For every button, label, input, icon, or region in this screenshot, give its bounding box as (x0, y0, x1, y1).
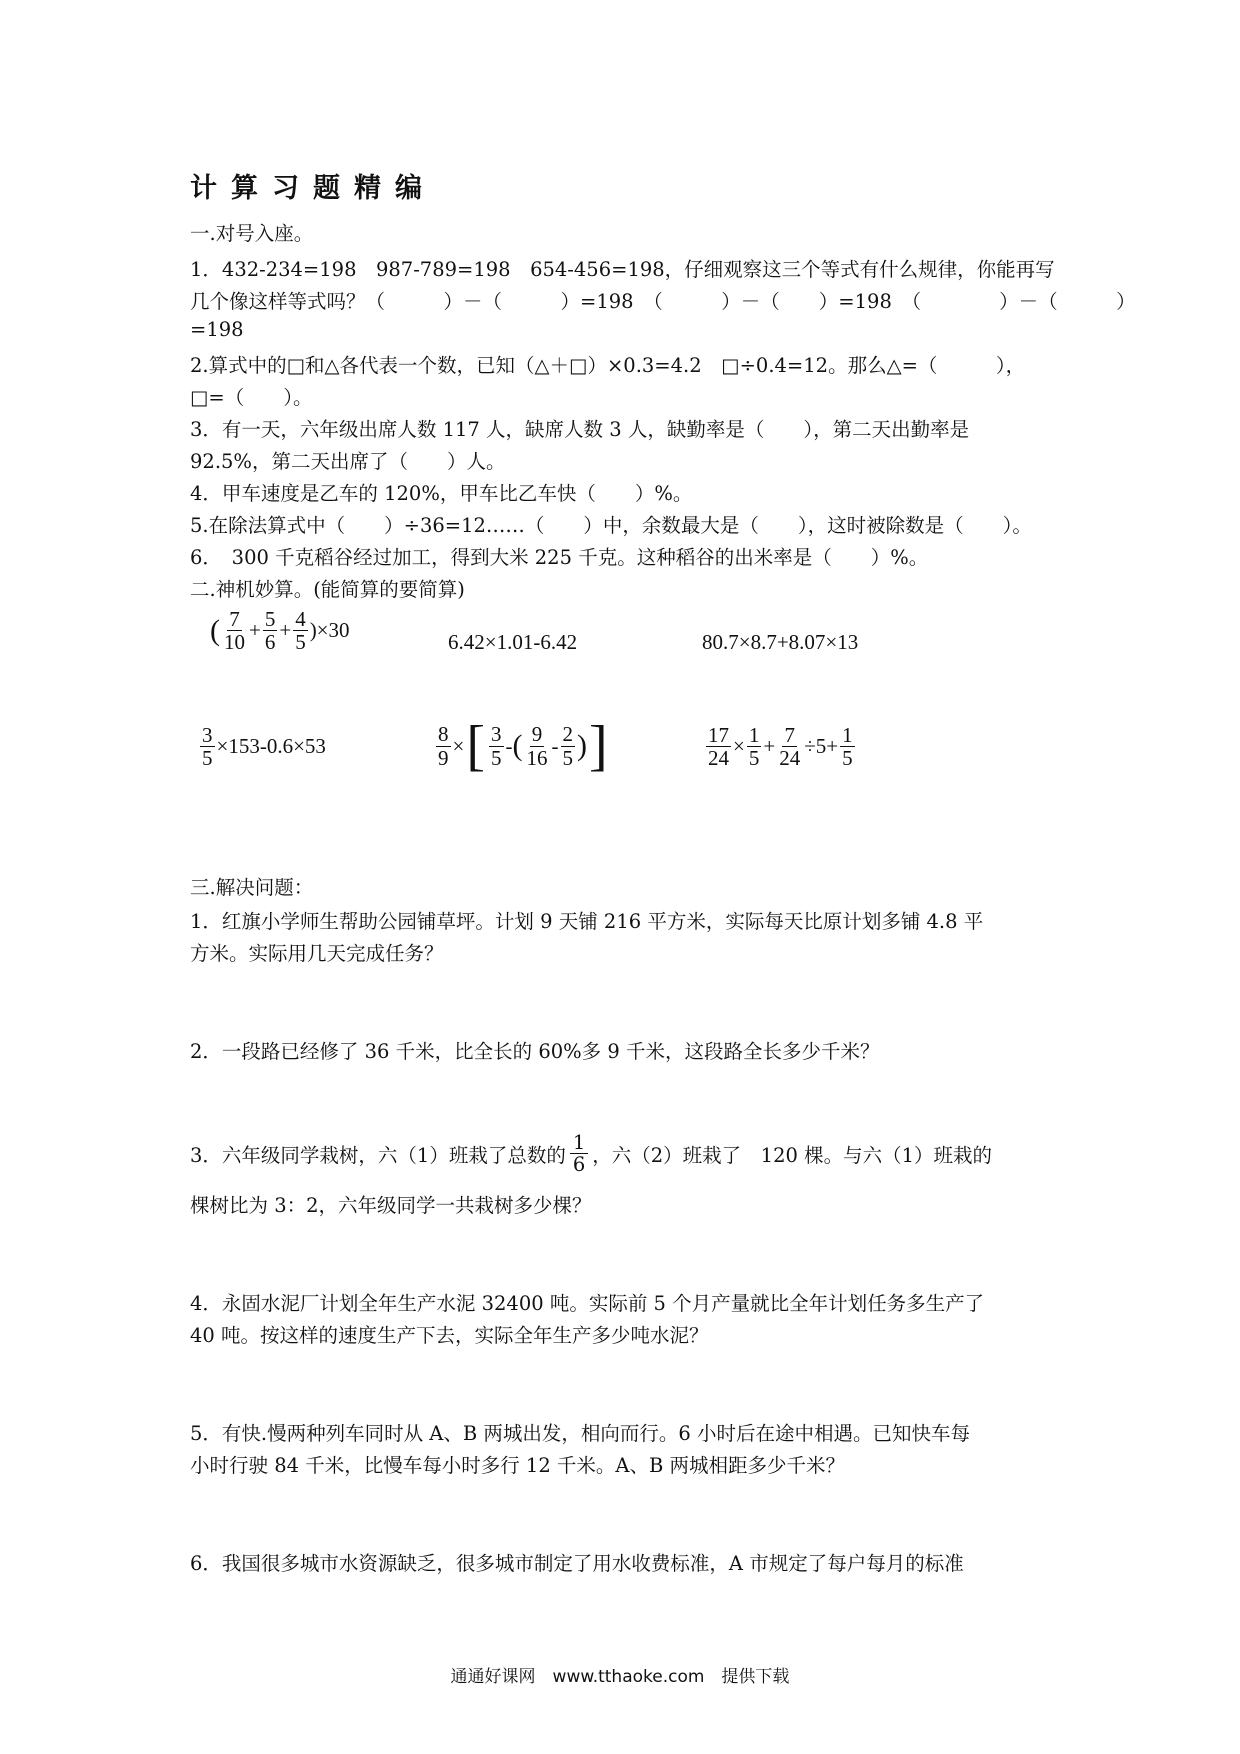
p4-line2: 40 吨。按这样的速度生产下去，实际全年生产多少吨水泥？ (190, 1324, 709, 1347)
expression-3: 80.7×8.7+8.07×13 (702, 630, 859, 654)
q1-line3: =198 (190, 318, 244, 341)
section2-heading: 二.神机妙算。(能简算的要简算) (190, 578, 465, 601)
p3-line2: 棵树比为 3：2，六年级同学一共栽树多少棵？ (190, 1194, 592, 1217)
p5-line1: 5．有快.慢两种列车同时从 A、B 两城出发，相向而行。6 小时后在途中相遇。已知快车每 (190, 1422, 971, 1445)
expr1-fraction-3: $\frac{4}{5}$ (295, 607, 306, 655)
p3-fraction: $\frac{1}{6}$ (570, 1132, 588, 1176)
p2: 2．一段路已经修了 36 千米，比全长的 60%多 9 千米，这段路全长多少千米？ (190, 1040, 880, 1063)
q2-line1: 2.算式中的□和△各代表一个数，已知（△＋□）×0.3=4.2 □÷0.4=12。那么△=（ ）， (190, 354, 1026, 377)
q5: 5.在除法算式中（ ）÷36=12……（ ）中，余数最大是（ ），这时被除数是（ ）。 (190, 514, 1032, 537)
expr6-mid: ÷5+ (804, 734, 839, 759)
expression-4 (198, 724, 326, 769)
section1-heading: 一.对号入座。 (190, 222, 314, 245)
expr5-fraction-d: $\frac{2}{5}$ (562, 722, 573, 770)
times-sign: × (733, 734, 745, 759)
p5-line2: 小时行驶 84 千米，比慢车每小时多行 12 千米。A、B 两城相距多少千米？ (190, 1454, 846, 1477)
q3-line1: 3．有一天，六年级出席人数 117 人，缺席人数 3 人，缺勤率是（ ），第二天出勤率是 (190, 418, 970, 441)
expression-2: 6.42×1.01-6.42 (448, 630, 578, 654)
q1-line2: 几个像这样等式吗？（ ）－（ ）=198 （ ）－（ ）=198 （ ）－（ ） (190, 290, 1136, 313)
p1-line1: 1．红旗小学师生帮助公园铺草坪。计划 9 天铺 216 平方米，实际每天比原计划多铺 4.8 平 (190, 910, 984, 933)
expr5-fraction-c: $\frac{9}{16}$ (526, 722, 548, 770)
expr4-tail: ×153-0.6×53 (216, 734, 326, 759)
expr6-fraction-a: $\frac{17}{24}$ (708, 723, 729, 771)
page-title: 计算习题精编 (190, 173, 436, 204)
close-paren: ) (577, 729, 587, 762)
plus-sign: + (279, 618, 292, 643)
expr5-fraction-b: $\frac{3}{5}$ (491, 722, 502, 770)
expression-6 (704, 724, 857, 769)
open-paren: ( (512, 729, 523, 762)
q6: 6． 300 千克稻谷经过加工，得到大米 225 千克。这种稻谷的出米率是（ ）%。 (190, 546, 929, 569)
p4-line1: 4．永固水泥厂计划全年生产水泥 32400 吨。实际前 5 个月产量就比全年计划任务多生产了 (190, 1292, 985, 1315)
q3-line2: 92.5%，第二天出席了（ ）人。 (190, 450, 506, 473)
expr1-tail: )×30 (309, 618, 350, 643)
plus-sign: + (249, 618, 261, 643)
expression-5 (434, 715, 610, 777)
p3-text-pre: 3．六年级同学栽树，六（1）班栽了总数的 (190, 1143, 566, 1167)
section3-heading: 三.解决问题： (190, 876, 314, 899)
p6-line1: 6．我国很多城市水资源缺乏，很多城市制定了用水收费标准，A 市规定了每户每月的标准 (190, 1552, 964, 1575)
minus-sign: - (551, 733, 559, 758)
expr6-fraction-c: $\frac{7}{24}$ (779, 723, 801, 771)
expr6-fraction-b: $\frac{1}{5}$ (748, 723, 760, 771)
left-bracket: [ (466, 715, 485, 777)
expr1-open-paren: ( (210, 613, 220, 647)
p3-text-post: ，六（2）班栽了 120 棵。与六（1）班栽的 (592, 1143, 992, 1167)
plus-sign: + (763, 734, 776, 759)
times-sign: × (452, 733, 465, 758)
minus-sign: - (505, 733, 513, 758)
expr6-fraction-d: $\frac{1}{5}$ (842, 723, 853, 771)
p1-line2: 方米。实际用几天完成任务？ (190, 942, 444, 965)
expr5-fraction-a: $\frac{8}{9}$ (438, 722, 449, 770)
right-bracket: ] (589, 715, 608, 777)
expr1-fraction-2: $\frac{5}{6}$ (264, 607, 276, 655)
q1-line1: 1．432-234=198 987-789=198 654-456=198，仔细观察这三个等式有什么规律，你能再写 (190, 258, 1055, 281)
q4: 4．甲车速度是乙车的 120%，甲车比乙车快（ ）%。 (190, 482, 693, 505)
p3-line1 (190, 1132, 992, 1176)
expr4-fraction: $\frac{3}{5}$ (202, 723, 213, 771)
expr1-fraction-1: $\frac{7}{10}$ (224, 607, 245, 655)
footer-text: 通通好课网 www.tthaoke.com 提供下载 (450, 1667, 790, 1687)
expression-1 (210, 608, 350, 653)
q2-line2: □=（ ）。 (190, 386, 313, 409)
